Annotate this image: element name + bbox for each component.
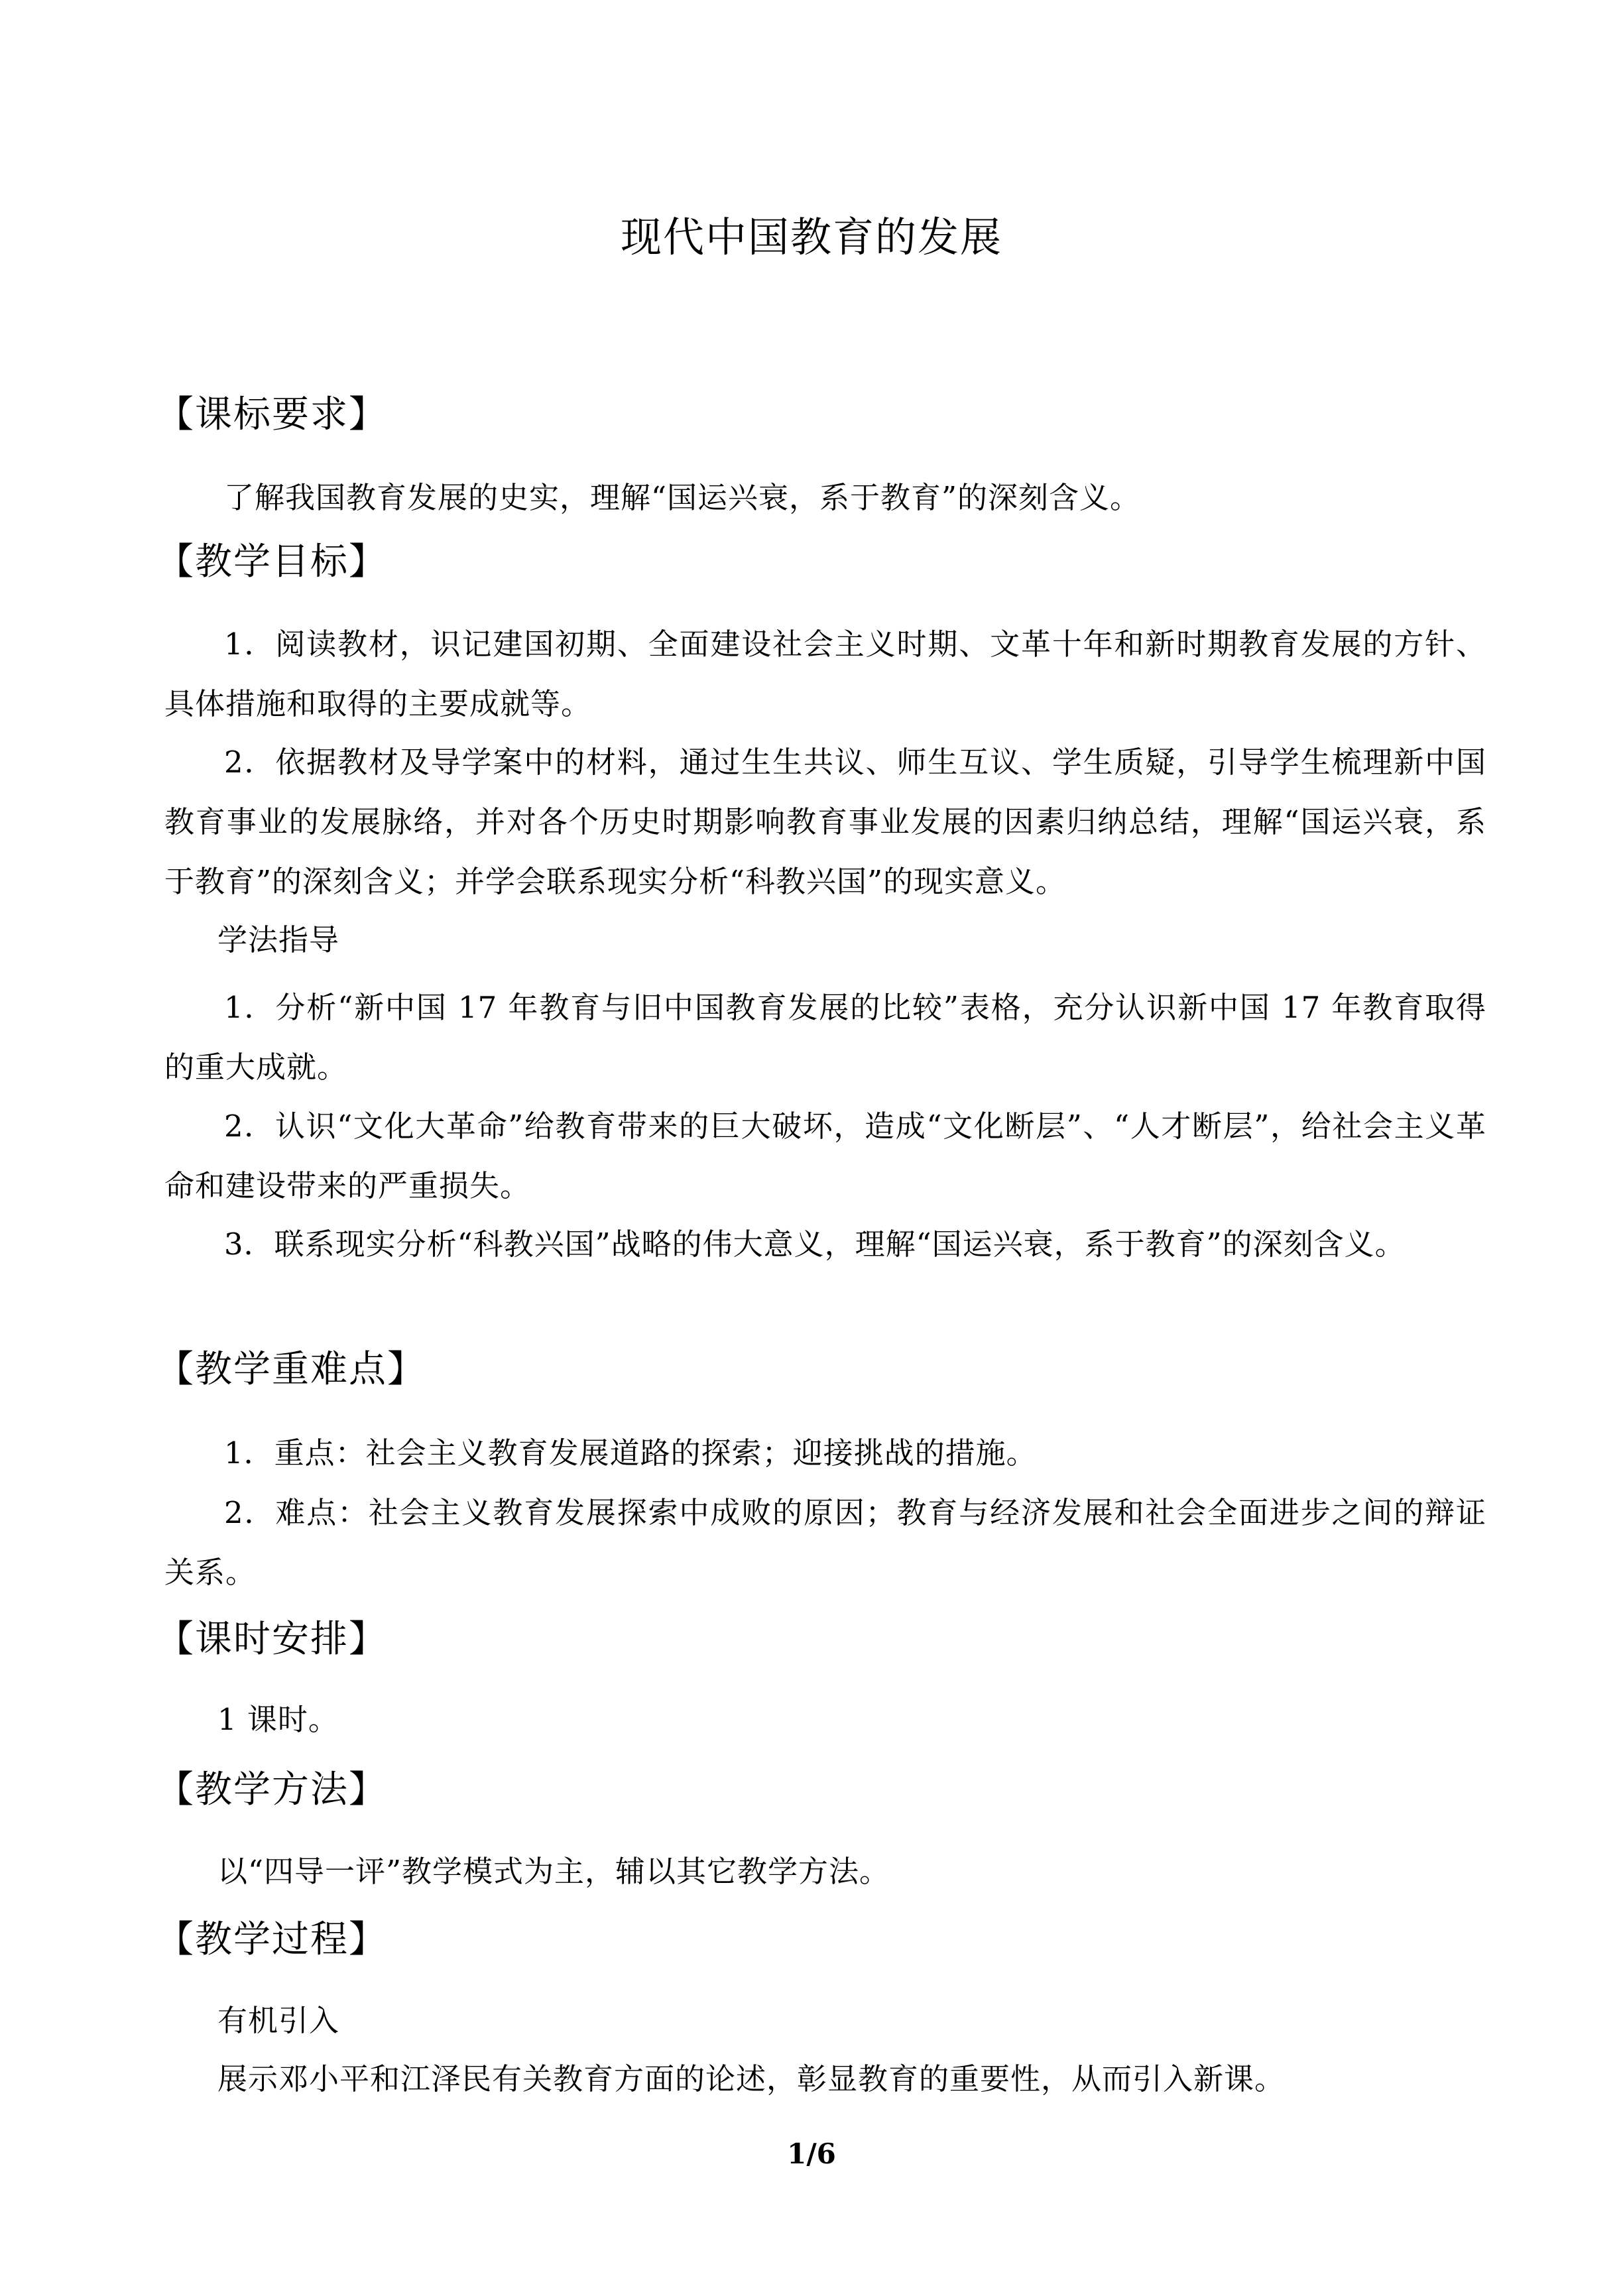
methods-text: 以“四导一评”教学模式为主，辅以其它教学方法。 — [217, 1854, 890, 1889]
section-heading-objectives: 【教学目标】 — [156, 540, 387, 583]
process-intro-text: 展示邓小平和江泽民有关教育方面的论述，彰显教育的重要性，从而引入新课。 — [217, 2061, 1286, 2096]
schedule-text: 1 课时。 — [217, 1702, 339, 1737]
method-guidance-label: 学法指导 — [217, 922, 340, 957]
method-item-2: 2．认识“文化大革命”给教育带来的巨大破坏，造成“文化断层”、“人才断层”，给社会主义革命和建设带来的严重损失。 — [164, 1109, 1486, 1203]
section-heading-process: 【教学过程】 — [156, 1918, 387, 1961]
page-title: 现代中国教育的发展 — [620, 213, 1002, 261]
key-point-item-1: 1．重点：社会主义教育发展道路的探索；迎接挑战的措施。 — [224, 1435, 1037, 1471]
section-heading-methods: 【教学方法】 — [156, 1768, 387, 1811]
section-heading-standards: 【课标要求】 — [156, 393, 387, 436]
method-item-1: 1．分析“新中国 17 年教育与旧中国教育发展的比较”表格，充分认识新中国 17 年教育取得的重大成就。 — [164, 990, 1486, 1085]
standards-text: 了解我国教育发展的史实，理解“国运兴衰，系于教育”的深刻含义。 — [224, 480, 1141, 515]
objective-item-1: 1．阅读教材，识记建国初期、全面建设社会主义时期、文革十年和新时期教育发展的方针、具体措施和取得的主要成就等。 — [164, 627, 1486, 721]
section-heading-schedule: 【课时安排】 — [156, 1618, 387, 1661]
objective-item-2: 2．依据教材及导学案中的材料，通过生生共议、师生互议、学生质疑，引导学生梳理新中国教育事业的发展脉络，并对各个历史时期影响教育事业发展的因素归纳总结，理解“国运兴衰，系于教育”的深刻含义；并学会联系现实分析“科教兴国”的现实意义。 — [164, 745, 1486, 899]
page-number: 1/6 — [787, 2138, 836, 2170]
method-item-3: 3．联系现实分析“科教兴国”战略的伟大意义，理解“国运兴衰，系于教育”的深刻含义。 — [224, 1227, 1406, 1262]
section-heading-key-points: 【教学重难点】 — [156, 1348, 426, 1391]
key-point-item-2: 2．难点：社会主义教育发展探索中成败的原因；教育与经济发展和社会全面进步之间的辩证关系。 — [164, 1495, 1486, 1590]
process-intro-label: 有机引入 — [217, 2003, 340, 2038]
